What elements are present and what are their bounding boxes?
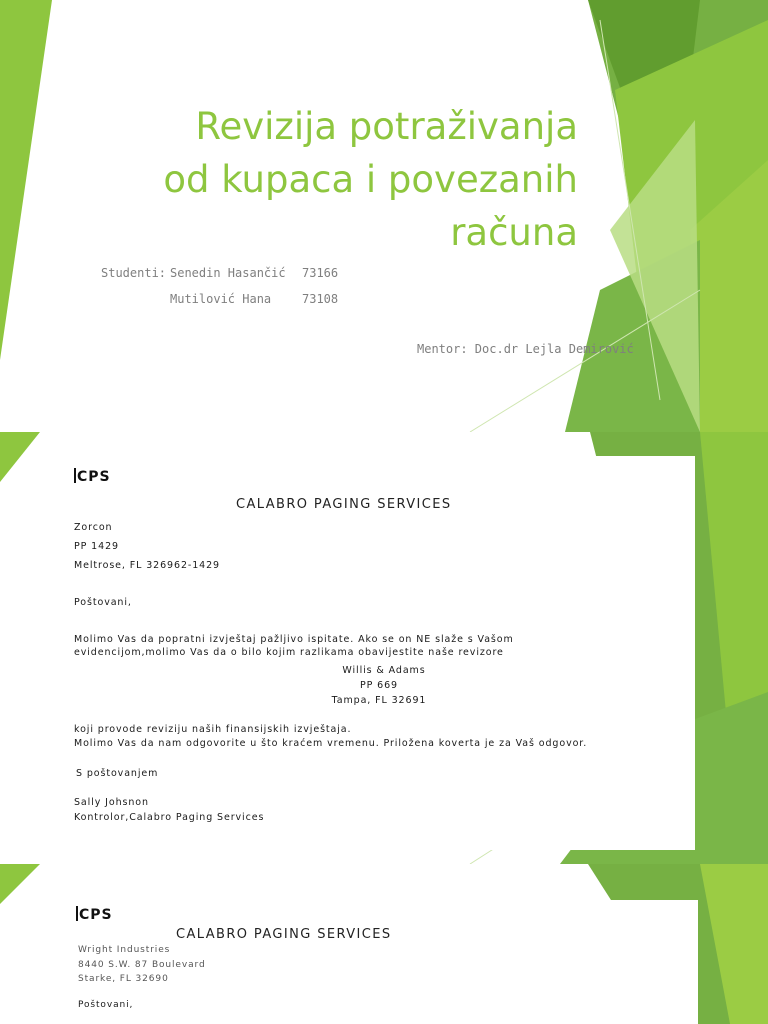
cps-logo <box>74 468 111 485</box>
student-id: 73108 <box>302 292 339 306</box>
logo-text: CPS <box>79 907 113 923</box>
student-name: Mutilović Hana <box>170 292 272 306</box>
cps-logo <box>76 906 113 923</box>
title-line: računa <box>450 211 578 254</box>
student-name: Senedin Hasančić <box>170 266 286 280</box>
address-line: 8440 S.W. 87 Boulevard <box>78 960 206 970</box>
logo-bar-icon <box>76 906 78 921</box>
logo-bar-icon <box>74 468 76 483</box>
student-id: 73166 <box>302 266 339 280</box>
body-line: koji provode reviziju naših finansijskih izvještaja. <box>74 724 352 735</box>
title-line: Revizija potraživanja <box>195 105 578 148</box>
students-label: Studenti: <box>101 266 167 280</box>
slide-2 <box>0 432 768 864</box>
address-line: Wright Industries <box>78 945 171 955</box>
auditor-line: Willis & Adams <box>342 665 426 676</box>
auditor-line: Tampa, FL 32691 <box>331 695 427 706</box>
company-name: CALABRO PAGING SERVICES <box>236 497 452 512</box>
address-line: Meltrose, FL 326962-1429 <box>74 560 220 571</box>
address-line: Starke, FL 32690 <box>78 974 169 984</box>
slide-3 <box>0 864 768 1024</box>
mentor-text: Mentor: Doc.dr Lejla Demirović <box>417 342 634 356</box>
body-line: Molimo Vas da nam odgovorite u što kraćem vremenu. Priložena koverta je za Vaš odgovor. <box>74 738 588 749</box>
body-line: evidencijom,molimo Vas da o bilo kojim razlikama obavijestite naše revizore <box>74 647 504 658</box>
greeting: Poštovani, <box>78 1000 134 1010</box>
address-line: PP 1429 <box>74 541 119 552</box>
title-line: od kupaca i povezanih <box>163 158 578 201</box>
slide-title <box>163 100 578 259</box>
company-name: CALABRO PAGING SERVICES <box>176 927 392 942</box>
body-line: Molimo Vas da popratni izvještaj pažljivo ispitate. Ako se on NE slaže s Vašom <box>74 634 514 645</box>
signer-name: Sally Johsnon <box>74 797 149 808</box>
greeting: Poštovani, <box>74 597 132 608</box>
slide-1 <box>0 0 768 432</box>
address-line: Zorcon <box>74 522 113 533</box>
signer-title: Kontrolor,Calabro Paging Services <box>74 812 265 823</box>
logo-text: CPS <box>77 469 111 485</box>
closing: S poštovanjem <box>76 768 159 779</box>
auditor-line: PP 669 <box>359 680 398 691</box>
